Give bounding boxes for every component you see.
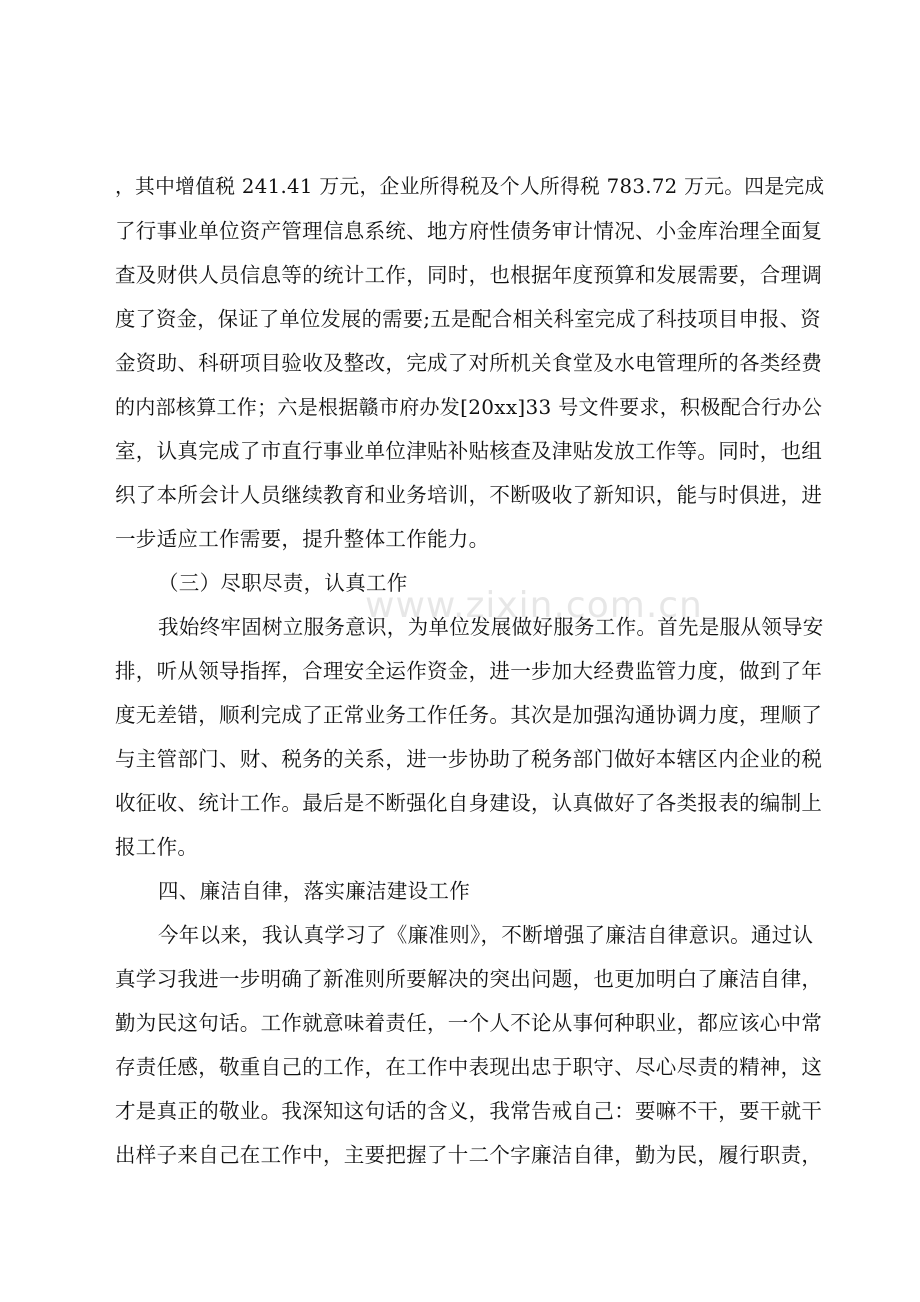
- text-line: 的内部核算工作；六是根据赣市府办发[20xx]33 号文件要求，积极配合行办公: [115, 395, 823, 419]
- text-line: 度无差错，顺利完成了正常业务工作任务。其次是加强沟通协调力度，理顺了: [115, 703, 823, 727]
- text-line: 报工作。: [115, 835, 199, 859]
- text-line: ，其中增值税 241.41 万元，企业所得税及个人所得税 783.72 万元。四是完成: [115, 175, 825, 198]
- text-line: 一步适应工作需要，提升整体工作能力。: [115, 527, 490, 551]
- text-line: 勤为民这句话。工作就意味着责任，一个人不论从事何种职业，都应该心中常: [115, 1011, 823, 1035]
- text-line: 室，认真完成了市直行事业单位津贴补贴核查及津贴发放工作等。同时，也组: [115, 439, 823, 463]
- document-body: [115, 165, 825, 1177]
- watermark: www.zixin.com.cn: [365, 585, 703, 626]
- text-line: 出样子来自己在工作中，主要把握了十二个字廉洁自律，勤为民，履行职责，: [115, 1143, 823, 1167]
- text-line: 织了本所会计人员继续教育和业务培训，不断吸收了新知识，能与时俱进，进: [115, 483, 823, 507]
- text-line: 真学习我进一步明确了新准则所要解决的突出问题，也更加明白了廉洁自律，: [115, 967, 823, 991]
- paragraph-start: 我始终牢固树立服务意识，为单位发展做好服务工作。首先是服从领导安: [158, 615, 824, 639]
- section-heading-4: 四、廉洁自律，落实廉洁建设工作: [158, 879, 470, 903]
- paragraph-start: 今年以来，我认真学习了《廉准则》，不断增强了廉洁自律意识。通过认: [158, 923, 814, 947]
- text-line: 金资助、科研项目验收及整改，完成了对所机关食堂及水电管理所的各类经费: [115, 351, 823, 375]
- text-line: 与主管部门、财、税务的关系，进一步协助了税务部门做好本辖区内企业的税: [115, 747, 823, 771]
- text-line: 度了资金，保证了单位发展的需要;五是配合相关科室完成了科技项目申报、资: [115, 307, 821, 331]
- text-line: 了行事业单位资产管理信息系统、地方府性债务审计情况、小金库治理全面复: [115, 219, 823, 243]
- text-line: 存责任感，敬重自己的工作，在工作中表现出忠于职守、尽心尽责的精神，这: [115, 1055, 823, 1079]
- text-line: 才是真正的敬业。我深知这句话的含义，我常告戒自己：要嘛不干，要干就干: [115, 1099, 823, 1123]
- text-line: 收征收、统计工作。最后是不断强化自身建设，认真做好了各类报表的编制上: [115, 791, 823, 815]
- text-line: 查及财供人员信息等的统计工作，同时，也根据年度预算和发展需要，合理调: [115, 263, 823, 287]
- section-heading-3: （三）尽职尽责，认真工作: [158, 571, 408, 595]
- text-line: 排，听从领导指挥，合理安全运作资金，进一步加大经费监管力度，做到了年: [115, 659, 823, 683]
